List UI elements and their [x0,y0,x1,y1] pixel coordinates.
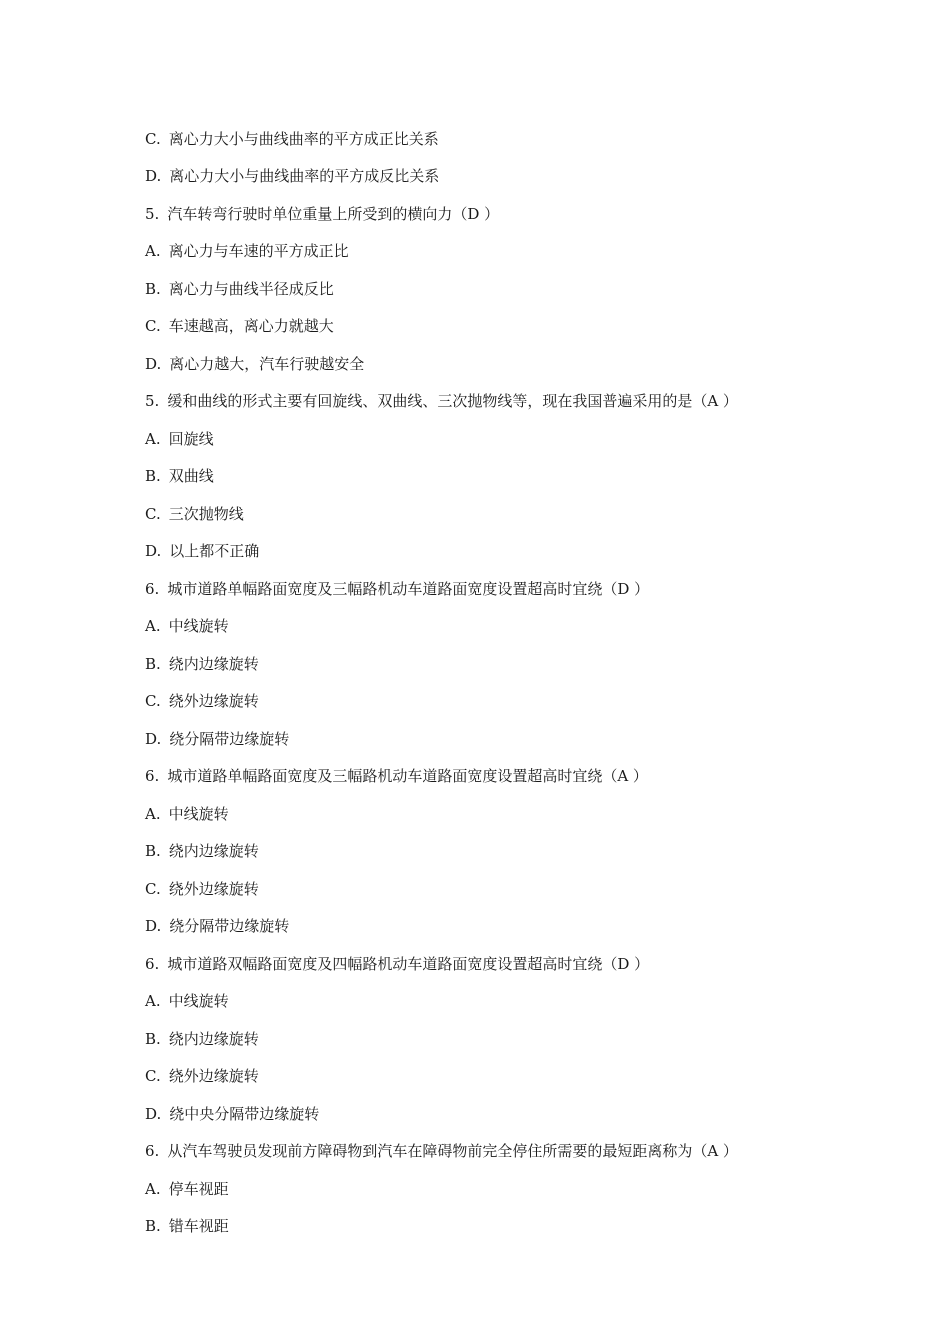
option-line [145,870,925,908]
line-text: 双曲线 [168,467,214,486]
line-label: C. [145,692,161,711]
line-label: D. [145,729,162,748]
line-label: C. [145,504,161,523]
line-label: 5. [145,392,160,411]
line-label: B. [145,279,161,298]
line-label: 6. [145,579,160,598]
line-text: 离心力大小与曲线曲率的平方成反比关系 [169,167,440,186]
line-text: 车速越高，离心力就越大 [168,317,334,336]
line-text: 绕中央分隔带边缘旋转 [169,1104,320,1123]
option-line [145,1170,925,1208]
line-text: 绕外边缘旋转 [168,879,259,898]
option-line [145,795,925,833]
question-line [145,570,925,608]
line-label: A. [145,429,161,448]
line-label: 5. [145,204,160,223]
line-label: C. [145,129,161,148]
option-line [145,833,925,871]
line-label: 6. [145,767,160,786]
option-line [145,608,925,646]
line-label: A. [145,617,161,636]
line-label: C. [145,879,161,898]
line-text: 城市道路单幅路面宽度及三幅路机动车道路面宽度设置超高时宜绕（D ） [167,579,650,598]
line-text: 绕外边缘旋转 [168,692,259,711]
line-label: 6. [145,954,160,973]
line-label: C. [145,1067,161,1086]
line-text: 中线旋转 [168,992,229,1011]
option-line [145,345,925,383]
option-line [145,645,925,683]
option-line [145,683,925,721]
option-line [145,120,925,158]
line-label: 6. [145,1142,160,1161]
line-label: B. [145,1029,161,1048]
line-text: 离心力与曲线半径成反比 [168,279,334,298]
line-label: D. [145,1104,162,1123]
line-text: 绕分隔带边缘旋转 [169,729,290,748]
option-line [145,308,925,346]
line-text: 以上都不正确 [169,542,260,561]
question-line [145,945,925,983]
option-line [145,983,925,1021]
option-line [145,1208,925,1246]
line-text: 中线旋转 [168,617,229,636]
line-text: 绕内边缘旋转 [168,1029,259,1048]
option-line [145,458,925,496]
option-line [145,270,925,308]
option-line [145,533,925,571]
line-text: 绕内边缘旋转 [168,842,259,861]
option-line [145,1020,925,1058]
line-label: D. [145,354,162,373]
option-line [145,495,925,533]
line-label: D. [145,167,162,186]
line-text: 汽车转弯行驶时单位重量上所受到的横向力（D ） [167,204,500,223]
line-label: A. [145,804,161,823]
option-line [145,720,925,758]
line-text: 城市道路单幅路面宽度及三幅路机动车道路面宽度设置超高时宜绕（A ） [167,767,648,786]
line-label: A. [145,1179,161,1198]
line-label: D. [145,917,162,936]
line-text: 缓和曲线的形式主要有回旋线、双曲线、三次抛物线等，现在我国普遍采用的是（A ） [167,392,738,411]
line-text: 从汽车驾驶员发现前方障碍物到汽车在障碍物前完全停住所需要的最短距离称为（A ） [167,1142,738,1161]
option-line [145,1095,925,1133]
line-text: 回旋线 [168,429,214,448]
line-label: C. [145,317,161,336]
option-line [145,1058,925,1096]
line-label: A. [145,242,161,261]
line-label: A. [145,992,161,1011]
option-line [145,908,925,946]
line-label: D. [145,542,162,561]
question-list [145,120,925,1245]
line-text: 离心力大小与曲线曲率的平方成正比关系 [168,129,439,148]
question-line [145,195,925,233]
option-line [145,158,925,196]
line-label: B. [145,654,161,673]
question-line [145,1133,925,1171]
line-text: 绕分隔带边缘旋转 [169,917,290,936]
line-text: 停车视距 [168,1179,229,1198]
option-line [145,233,925,271]
line-text: 城市道路双幅路面宽度及四幅路机动车道路面宽度设置超高时宜绕（D ） [167,954,650,973]
line-label: B. [145,842,161,861]
line-text: 绕外边缘旋转 [168,1067,259,1086]
line-text: 三次抛物线 [168,504,244,523]
line-text: 绕内边缘旋转 [168,654,259,673]
line-label: B. [145,467,161,486]
line-text: 中线旋转 [168,804,229,823]
line-text: 离心力与车速的平方成正比 [168,242,349,261]
line-text: 离心力越大，汽车行驶越安全 [169,354,365,373]
line-text: 错车视距 [168,1217,229,1236]
line-label: B. [145,1217,161,1236]
question-line [145,383,925,421]
option-line [145,420,925,458]
question-line [145,758,925,796]
